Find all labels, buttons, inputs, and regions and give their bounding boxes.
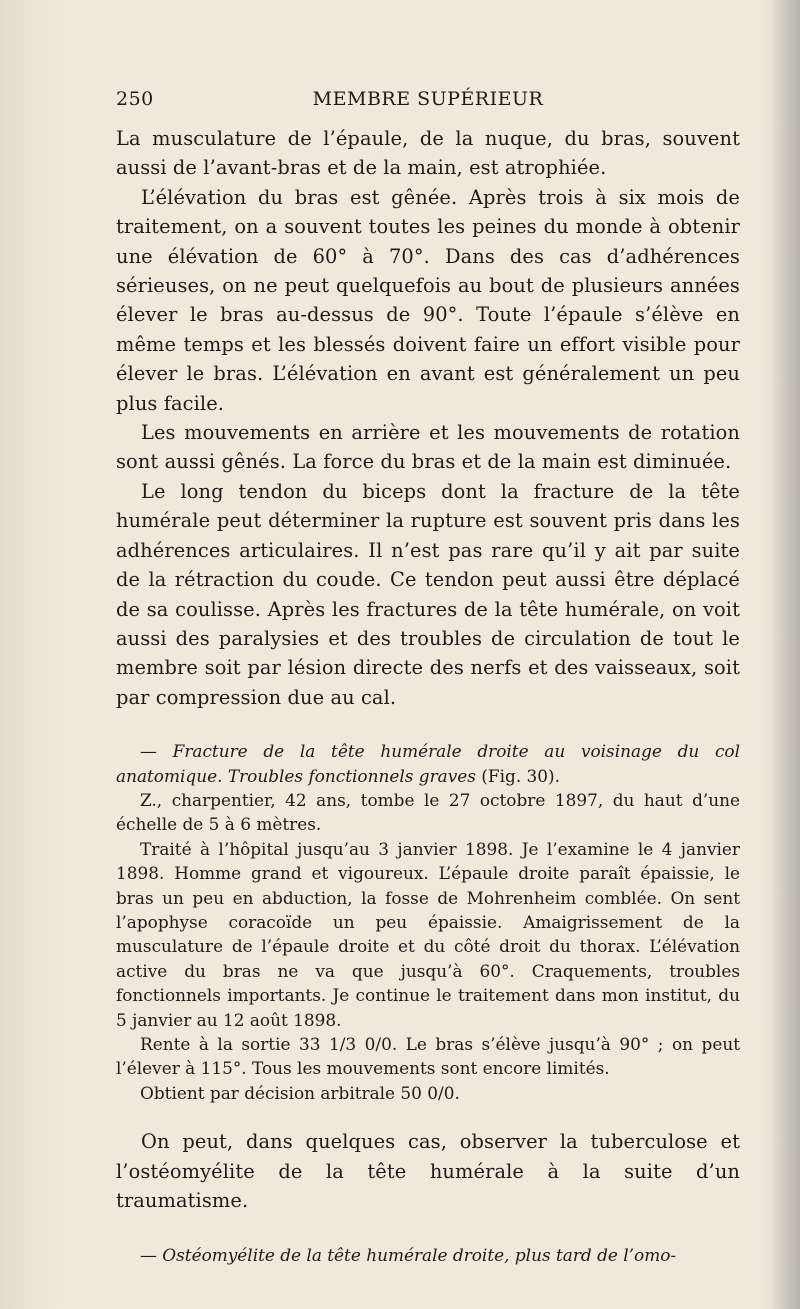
paragraph: Les mouvements en arrière et les mouvements de rotation sont aussi gênés. La force du bras et de la main est diminuée. <box>116 421 740 474</box>
next-case-title: Ostéomyélite de la tête humérale droite, plus tard de l’omo- <box>162 1245 677 1266</box>
case-dash: — <box>140 741 173 762</box>
case-paragraph: Rente à la sortie 33 1/3 0/0. Le bras s’élève jusqu’à 90° ; on peut l’élever à 115°. Tous les mouvements sont encore limités. <box>116 1034 740 1079</box>
paragraph: On peut, dans quelques cas, observer la tuberculose et l’ostéomyélite de la tête humérale à la suite d’un traumatisme. <box>116 1130 740 1213</box>
main-text <box>116 124 740 1268</box>
page-header <box>116 88 740 118</box>
paragraph: Le long tendon du biceps dont la fracture de la tête humérale peut déterminer la rupture est souvent pris dans les adhérences articulaires. Il n’est pas rare qu’il y ait par suite de la rétraction du coude. Ce tendon peut aussi être déplacé de sa coulisse. Après les fractures de la tête humérale, on voit aussi des paralysies et des troubles de circulation de tout le membre soit par lésion directe des nerfs et des vaisseaux, soit par compression due au cal. <box>116 479 740 709</box>
page-edge-shadow <box>772 0 800 1309</box>
case-title: Fracture de la tête humérale droite au voisinage du col anatomique. Troubles fonctionnels graves <box>116 741 741 786</box>
next-case-heading <box>116 1243 740 1267</box>
paragraph: L’élévation du bras est gênée. Après trois à six mois de traitement, on a souvent toutes les peines du monde à obtenir une élévation de 60° à 70°. Dans des cas d’adhérences sérieuses, on ne peut quelquefois au bout de plusieurs années élever le bras au-dessus de 90°. Toute l’épaule s’élève en même temps et les blessés doivent faire un effort visible pour élever le bras. L’élévation en avant est généralement un peu plus facile. <box>116 185 740 415</box>
case-paragraph: Z., charpentier, 42 ans, tombe le 27 octobre 1897, du haut d’une échelle de 5 à 6 mètres. <box>116 789 740 835</box>
figure-reference: (Fig. 30). <box>481 765 561 786</box>
running-title: MEMBRE SUPÉRIEUR <box>312 88 544 110</box>
case-paragraph: Traité à l’hôpital jusqu’au 3 janvier 1898. Je l’examine le 4 janvier 1898. Homme grand et vigoureux. L’épaule droite paraît épaissie, le bras un peu en abduction, la fosse de Mohrenheim comblée. On sent l’apophyse coracoïde un peu épaissie. Amaigrissement de la musculature de l’épaule droite et du côté droit du thorax. L’élévation active du bras ne va que jusqu’à 60°. Craquements, troubles fonctionnels importants. Je continue le traitement dans mon institut, du 5 janvier au 12 août 1898. <box>116 838 740 1030</box>
paragraph: La musculature de l’épaule, de la nuque, du bras, souvent aussi de l’avant-bras et de la main, est atrophiée. <box>116 127 740 180</box>
case-paragraph: Obtient par décision arbitrale 50 0/0. <box>140 1082 460 1103</box>
page-number: 250 <box>116 88 154 110</box>
case-dash: — <box>140 1245 163 1266</box>
case-heading <box>116 739 740 788</box>
